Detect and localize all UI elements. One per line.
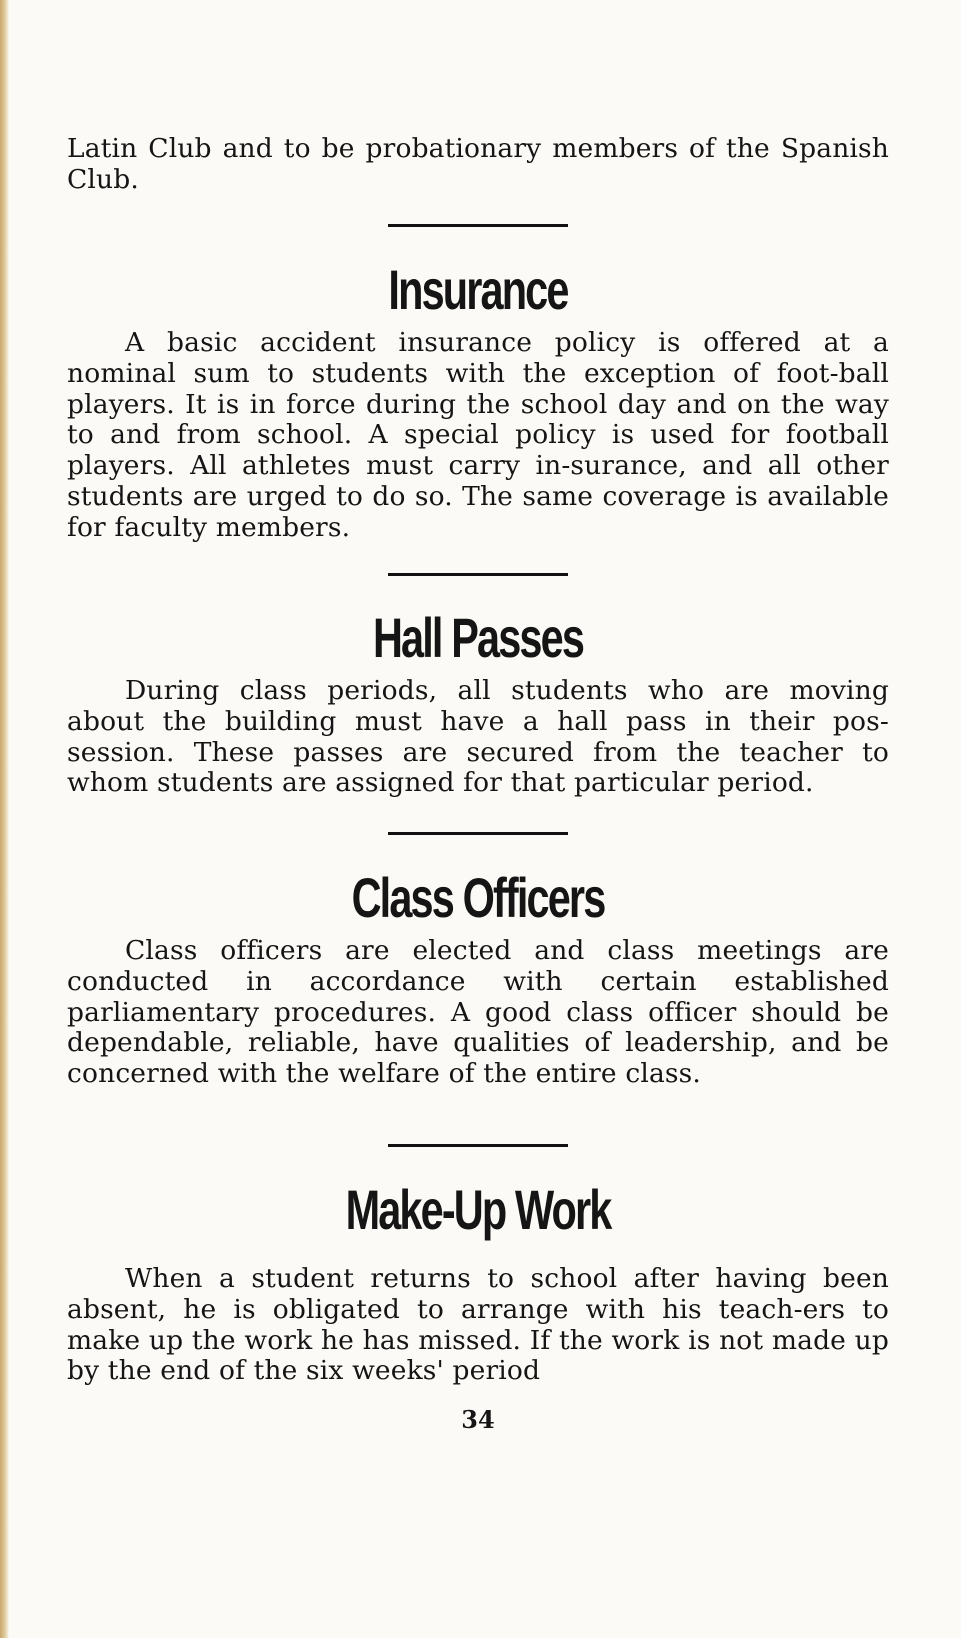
section-divider: [388, 1144, 568, 1147]
paragraph-make-up-work: When a student returns to school after having been absent, he is obligated to arrange with his teach-ers to make up the work he has missed. If the work is not made up by the end of the six weeks' period: [67, 1263, 889, 1387]
heading-class-officers: Class Officers: [351, 866, 605, 929]
paragraph-hall-passes: During class periods, all students who are moving about the building must have a hall pass in their pos-session. These passes are secured from the teacher to whom students are assigned for that particular period.: [67, 675, 889, 799]
heading-insurance: Insurance: [388, 258, 568, 321]
section-divider: [388, 832, 568, 835]
document-page: [67, 0, 889, 1638]
book-spine-edge: [0, 0, 9, 1638]
paragraph-class-officers: Class officers are elected and class meetings are conducted in accordance with certain established parliamentary procedures. A good class officer should be dependable, reliable, have qualities of leadership, and be concerned with the welfare of the entire class.: [67, 935, 889, 1090]
intro-paragraph: Latin Club and to be probationary members of the Spanish Club.: [67, 133, 889, 195]
section-divider: [388, 224, 568, 227]
paragraph-insurance: A basic accident insurance policy is offered at a nominal sum to students with the exception of foot-ball players. It is in force during the school day and on the way to and from school. A special policy is used for football players. All athletes must carry in-surance, and all other students are urged to do so. The same coverage is available for faculty members.: [67, 327, 889, 543]
section-divider: [388, 573, 568, 576]
page-number: 34: [461, 1405, 495, 1434]
heading-make-up-work: Make-Up Work: [345, 1178, 611, 1241]
heading-hall-passes: Hall Passes: [372, 606, 584, 669]
